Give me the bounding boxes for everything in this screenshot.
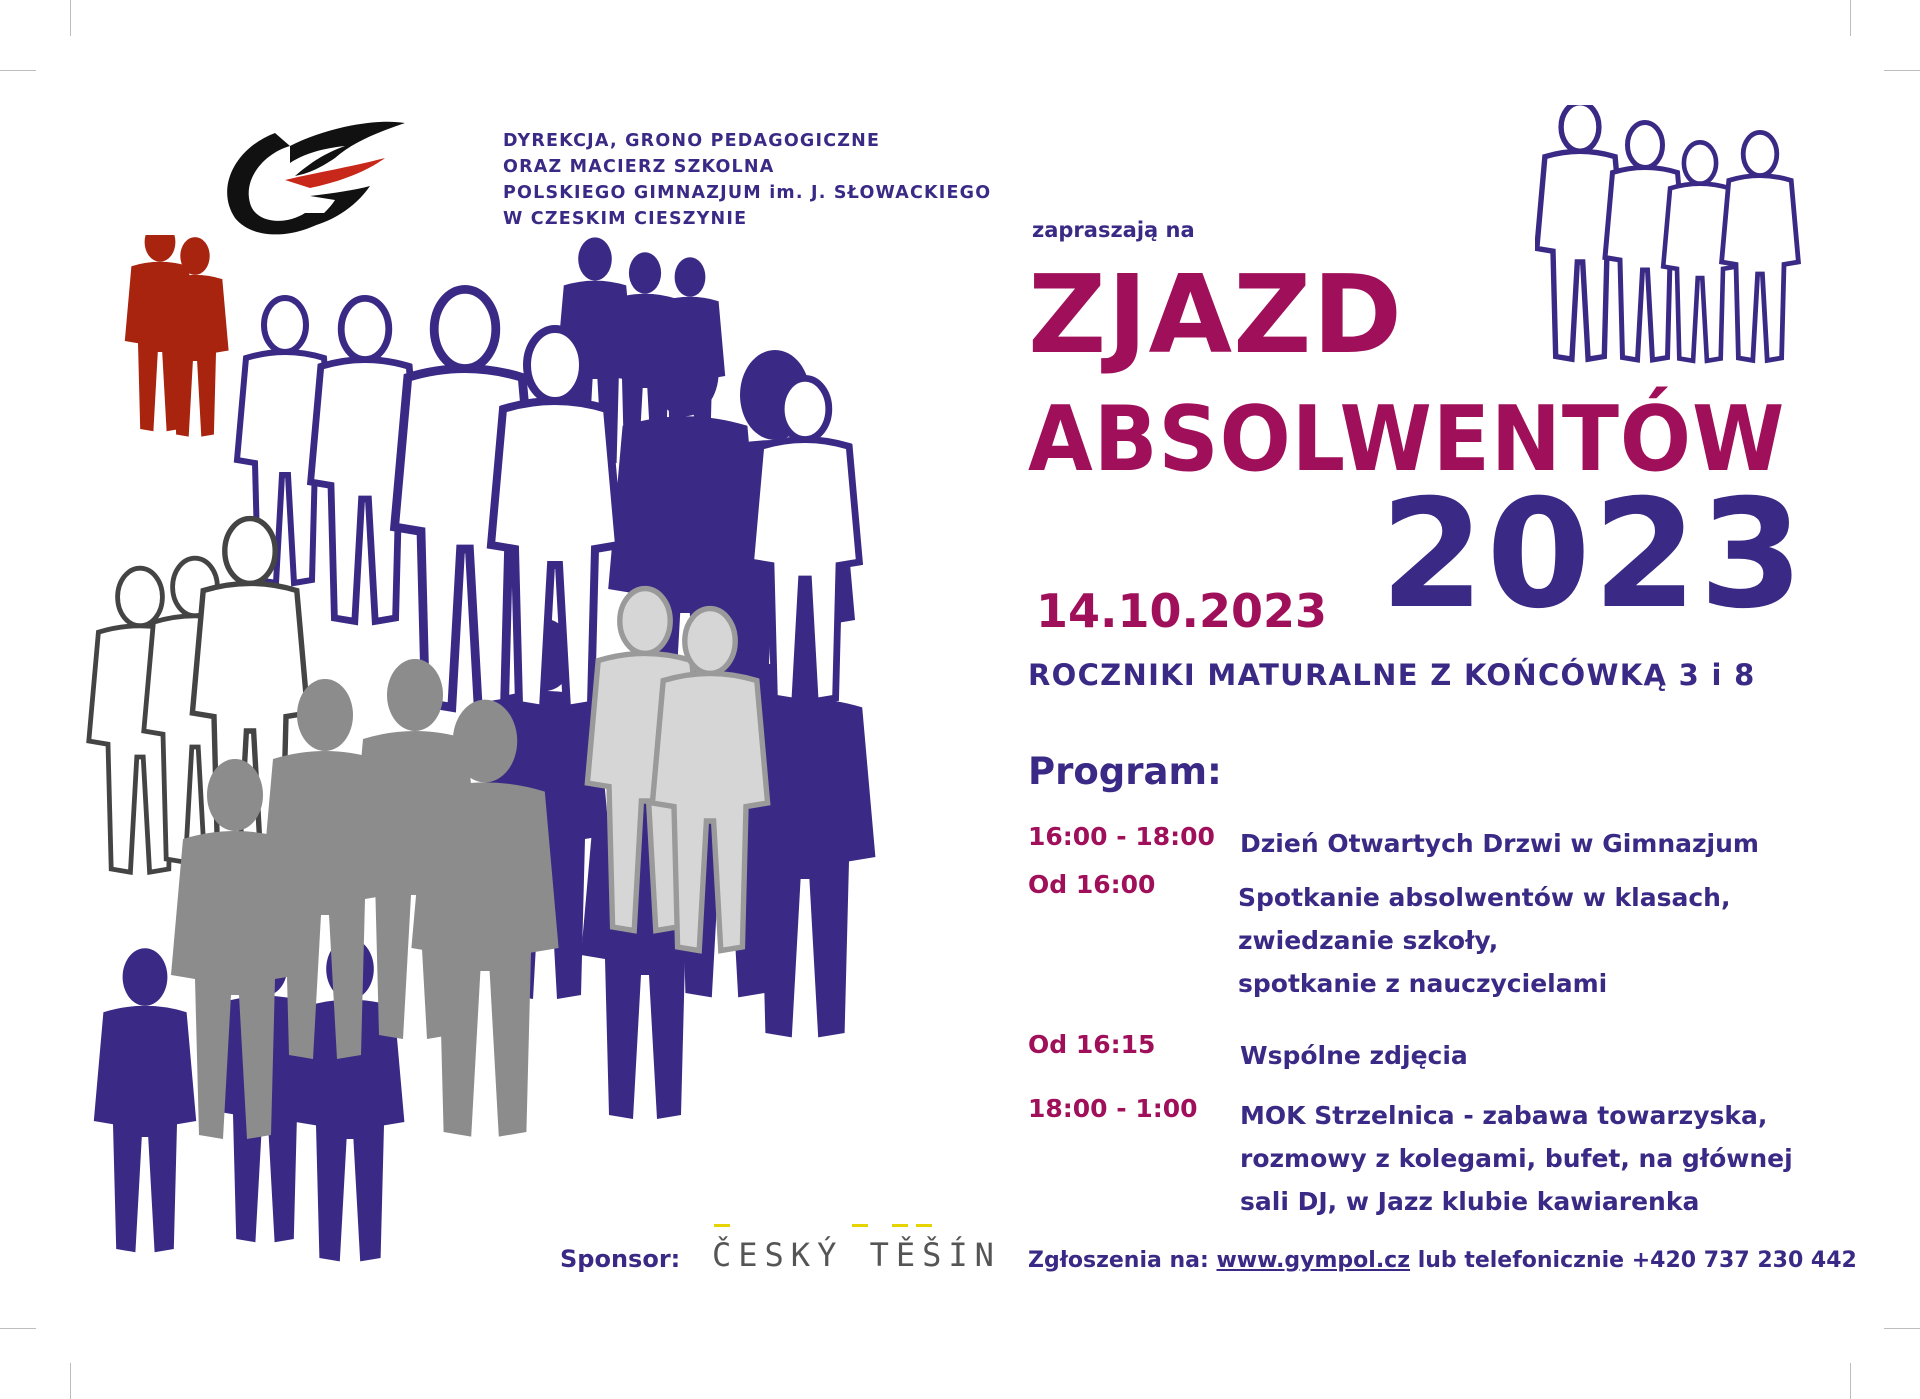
sponsor-logo-bar <box>916 1224 932 1227</box>
organizer-line: W CZESKIM CIESZYNIE <box>503 209 748 229</box>
program-description <box>1240 1034 1860 1077</box>
sponsor-logo-bar <box>852 1224 868 1227</box>
program-description-line: spotkanie z nauczycielami <box>1238 969 1608 998</box>
program-heading: Program: <box>1028 750 1222 793</box>
crop-mark <box>70 1363 71 1399</box>
website-link[interactable]: www.gympol.cz <box>1216 1248 1411 1273</box>
program-description-line: MOK Strzelnica - zabawa towarzyska, <box>1240 1101 1768 1130</box>
program-time: Od 16:15 <box>1028 1030 1156 1059</box>
crop-mark <box>0 1328 36 1329</box>
contact-prefix: Zgłoszenia na: <box>1028 1248 1209 1273</box>
sponsor-logo-bar <box>892 1224 908 1227</box>
invite-text: zapraszają na <box>1032 218 1195 242</box>
event-title-line1: ZJAZD <box>1028 253 1404 378</box>
organizer-line: ORAZ MACIERZ SZKOLNA <box>503 157 775 177</box>
crop-mark <box>1850 0 1851 36</box>
sponsor-logo-text: ČESKÝ TĚŠÍN <box>712 1236 1001 1274</box>
program-time: 18:00 - 1:00 <box>1028 1094 1198 1123</box>
event-year: 2023 <box>1380 468 1806 642</box>
program-description-line: rozmowy z kolegami, bufet, na głównej <box>1240 1144 1793 1173</box>
program-time: 16:00 - 18:00 <box>1028 822 1215 851</box>
crop-mark <box>1850 1363 1851 1399</box>
program-description-line: zwiedzanie szkoły, <box>1238 926 1499 955</box>
contact-line <box>1028 1248 1857 1273</box>
program-description-line: Dzień Otwartych Drzwi w Gimnazjum <box>1240 829 1759 858</box>
red-figures <box>125 235 229 437</box>
sponsor-logo-bar <box>714 1224 730 1227</box>
program-time: Od 16:00 <box>1028 870 1156 899</box>
event-title-line2: ABSOLWENTÓW <box>1028 387 1786 492</box>
program-description-line: sali DJ, w Jazz klubie kawiarenka <box>1240 1187 1700 1216</box>
organizer-line: DYREKCJA, GRONO PEDAGOGICZNE <box>503 131 881 151</box>
program-description <box>1240 1094 1860 1223</box>
crop-mark <box>1884 1328 1920 1329</box>
contact-suffix: lub telefonicznie +420 737 230 442 <box>1417 1248 1857 1273</box>
program-description <box>1238 876 1858 1005</box>
crop-mark <box>70 0 71 36</box>
program-description-line: Wspólne zdjęcia <box>1240 1041 1468 1070</box>
class-years-text: ROCZNIKI MATURALNE Z KOŃCÓWKĄ 3 i 8 <box>1028 658 1756 692</box>
people-group-illustration <box>1535 105 1815 375</box>
crop-mark <box>0 70 36 71</box>
event-date: 14.10.2023 <box>1036 584 1328 638</box>
crop-mark <box>1884 70 1920 71</box>
program-description <box>1240 822 1860 865</box>
program-description-line: Spotkanie absolwentów w klasach, <box>1238 883 1731 912</box>
organizer-text <box>503 128 991 232</box>
school-logo-icon <box>215 118 405 248</box>
sponsor-label: Sponsor: <box>560 1245 681 1273</box>
crowd-illustration <box>85 235 1000 1300</box>
organizer-line: POLSKIEGO GIMNAZJUM im. J. SŁOWACKIEGO <box>503 183 992 203</box>
